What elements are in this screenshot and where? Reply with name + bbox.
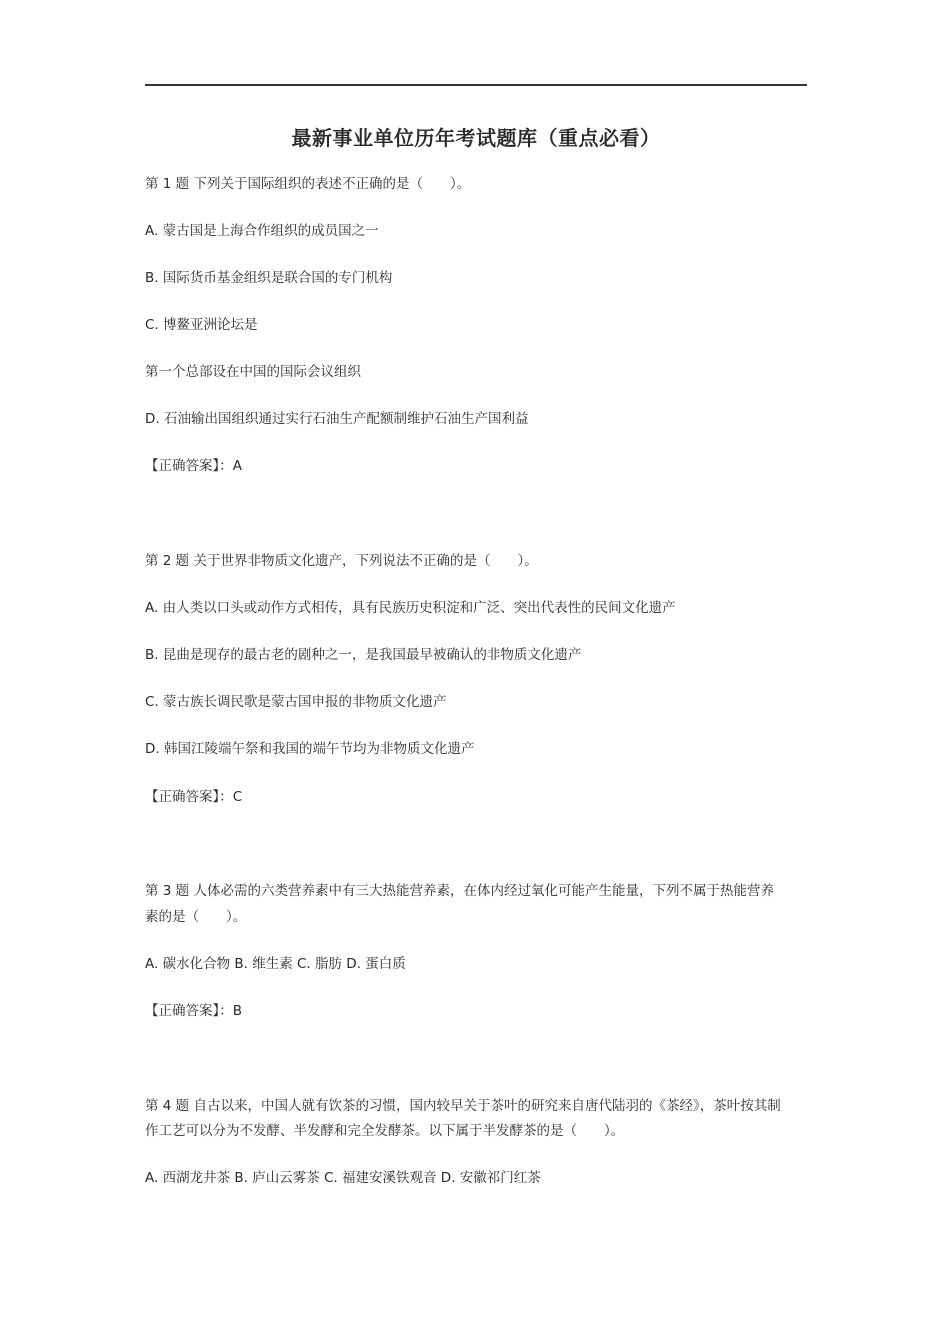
question-3-answer: 【正确答案】：B	[145, 1003, 243, 1019]
question-4-options: A. 西湖龙井茶 B. 庐山云雾茶 C. 福建安溪铁观音 D. 安徽祁门红茶	[145, 1170, 541, 1186]
header-rule	[145, 84, 807, 86]
question-1-option-d: D. 石油输出国组织通过实行石油生产配额制维护石油生产国利益	[145, 411, 529, 427]
question-1-option-a: A. 蒙古国是上海合作组织的成员国之一	[145, 223, 379, 239]
question-1-stem: 第 1 题 下列关于国际组织的表述不正确的是（ ）。	[145, 176, 471, 192]
question-2-stem: 第 2 题 关于世界非物质文化遗产，下列说法不正确的是（ ）。	[145, 553, 538, 569]
document-title: 最新事业单位历年考试题库（重点必看）	[291, 126, 661, 150]
question-2-answer: 【正确答案】：C	[145, 789, 243, 805]
question-2-option-a: A. 由人类以口头或动作方式相传，具有民族历史积淀和广泛、突出代表性的民间文化遗产	[145, 600, 676, 616]
question-1-option-c: C. 博鳌亚洲论坛是	[145, 317, 258, 333]
question-2-option-c: C. 蒙古族长调民歌是蒙古国申报的非物质文化遗产	[145, 694, 447, 710]
question-2-option-d: D. 韩国江陵端午祭和我国的端午节均为非物质文化遗产	[145, 741, 475, 757]
question-2-option-b: B. 昆曲是现存的最古老的剧种之一，是我国最早被确认的非物质文化遗产	[145, 647, 582, 663]
question-3-stem-line1: 第 3 题 人体必需的六类营养素中有三大热能营养素，在体内经过氧化可能产生能量，下列不属于热能营养	[145, 883, 774, 899]
question-1-option-c-continued: 第一个总部设在中国的国际会议组织	[145, 364, 361, 380]
question-4-stem-line1: 第 4 题 自古以来，中国人就有饮茶的习惯，国内较早关于茶叶的研究来自唐代陆羽的《茶经》，茶叶按其制	[145, 1098, 781, 1114]
question-1-answer: 【正确答案】：A	[145, 458, 242, 474]
question-3-options: A. 碳水化合物 B. 维生素 C. 脂肪 D. 蛋白质	[145, 956, 406, 972]
question-3-stem-line2: 素的是（ ）。	[145, 909, 247, 925]
question-1-option-b: B. 国际货币基金组织是联合国的专门机构	[145, 270, 393, 286]
question-4-stem-line2: 作工艺可以分为不发酵、半发酵和完全发酵茶。以下属于半发酵茶的是（ ）。	[145, 1123, 625, 1139]
